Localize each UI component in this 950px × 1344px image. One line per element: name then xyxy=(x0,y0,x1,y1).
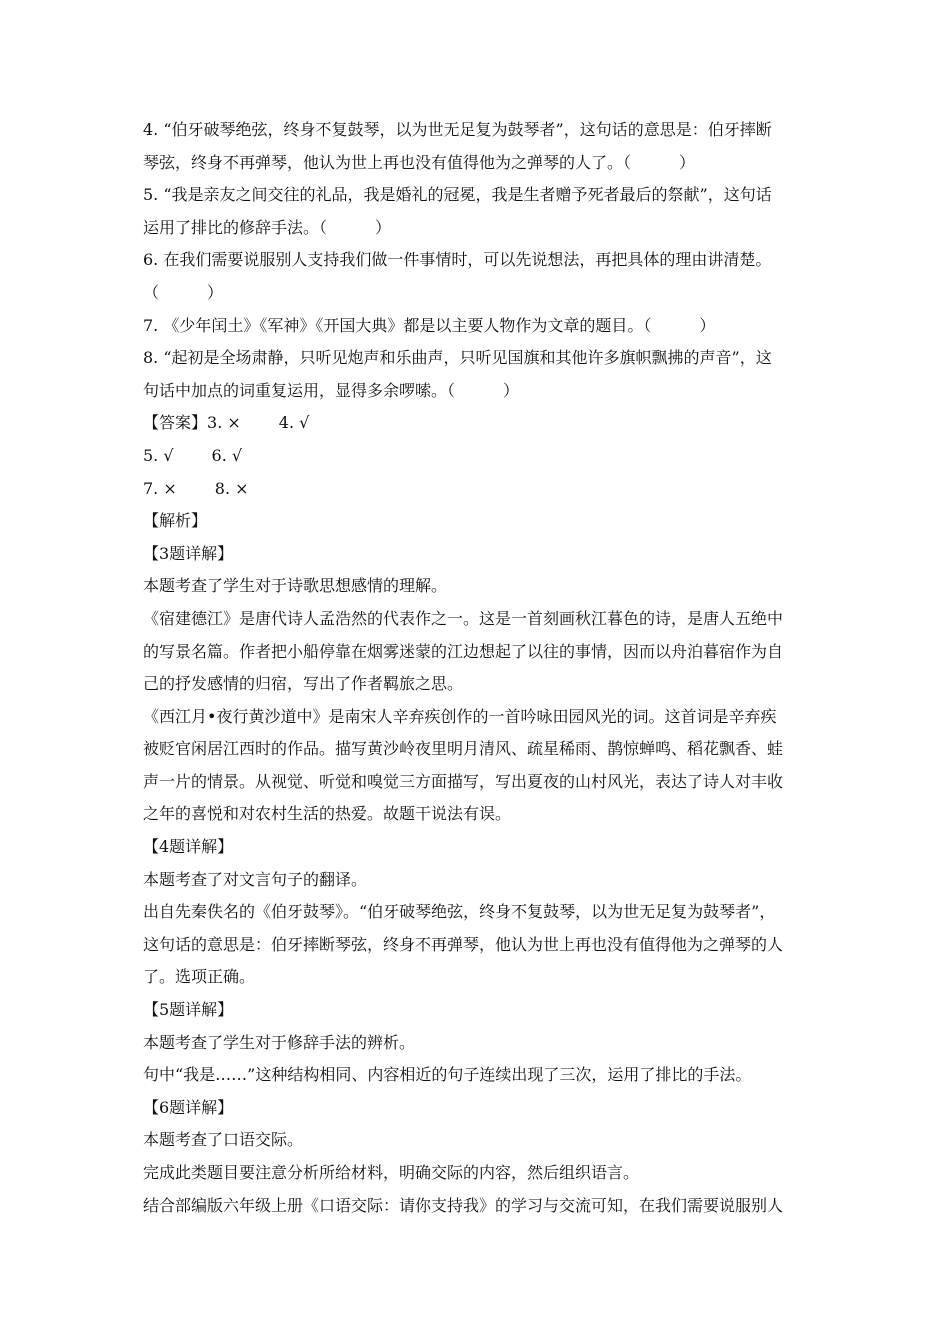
analysis-q6-line-1: 本题考查了口语交际。 xyxy=(143,1130,304,1150)
analysis-q4-line-1: 本题考查了对文言句子的翻译。 xyxy=(143,869,368,889)
question-5-line-1: 5. “我是亲友之间交往的礼品，我是婚礼的冠冕，我是生者赠予死者最后的祭献”，这句话 xyxy=(143,185,772,205)
analysis-q6 xyxy=(143,1092,811,1222)
question-8-line-2: 句话中加点的词重复运用，显得多余啰嗦。（ ） xyxy=(143,380,520,400)
answer-7: 7. × xyxy=(143,478,177,498)
question-7 xyxy=(143,310,811,343)
analysis-q3-line-8: 之年的喜悦和对农村生活的热爱。故题干说法有误。 xyxy=(143,804,512,824)
question-7-line-1: 7. 《少年闰土》《军神》《开国大典》都是以主要人物作为文章的题目。（ ） xyxy=(143,315,716,335)
analysis-q5-line-1: 本题考查了学生对于修辞手法的辨析。 xyxy=(143,1032,416,1052)
analysis-q4-heading: 【4题详解】 xyxy=(143,837,234,857)
question-8 xyxy=(143,342,811,407)
analysis-q3 xyxy=(143,538,811,831)
answer-block xyxy=(143,407,811,505)
analysis-q4 xyxy=(143,831,811,994)
answer-3: 3. × xyxy=(207,413,241,433)
analysis-q5-heading: 【5题详解】 xyxy=(143,1000,234,1020)
question-6 xyxy=(143,244,811,309)
question-4 xyxy=(143,114,811,179)
analysis-q4-line-3: 这句话的意思是：伯牙摔断琴弦，终身不再弹琴，他认为世上再也没有值得他为之弹琴的人 xyxy=(143,934,784,954)
analysis-q3-line-7: 声一片的情景。从视觉、听觉和嗅觉三方面描写，写出夏夜的山村风光，表达了诗人对丰收 xyxy=(143,771,784,791)
document-content xyxy=(143,114,811,1222)
answer-row-3 xyxy=(143,473,811,506)
analysis-q3-line-4: 己的抒发感情的归宿，写出了作者羁旅之思。 xyxy=(143,674,464,694)
question-4-line-1: 4. “伯牙破琴绝弦，终身不复鼓琴，以为世无足复为鼓琴者”，这句话的意思是：伯牙摔断 xyxy=(143,120,772,139)
analysis-q3-line-1: 本题考查了学生对于诗歌思想感情的理解。 xyxy=(143,576,448,596)
analysis-q5-line-2: 句中“我是……”这种结构相同、内容相近的句子连续出现了三次，运用了排比的手法。 xyxy=(143,1065,752,1085)
analysis-q3-line-5: 《西江月•夜行黄沙道中》是南宋人辛弃疾创作的一首吟咏田园风光的词。这首词是辛弃疾 xyxy=(143,706,777,726)
answer-row-1 xyxy=(143,407,811,440)
answer-label: 【答案】 xyxy=(143,413,208,433)
analysis-q3-line-6: 被贬官闲居江西时的作品。描写黄沙岭夜里明月清风、疏星稀雨、鹊惊蝉鸣、稻花飘香、蛙 xyxy=(143,739,784,759)
analysis-q6-heading: 【6题详解】 xyxy=(143,1097,234,1117)
answer-5: 5. √ xyxy=(143,445,174,465)
question-8-line-1: 8. “起初是全场肃静，只听见炮声和乐曲声，只听见国旗和其他许多旗帜飘拂的声音”，这 xyxy=(143,348,772,368)
analysis-q3-heading: 【3题详解】 xyxy=(143,543,234,563)
analysis-q4-line-4: 了。选项正确。 xyxy=(143,967,256,987)
question-5-line-2: 运用了排比的修辞手法。（ ） xyxy=(143,217,392,237)
analysis-q3-line-3: 的写景名篇。作者把小船停靠在烟雾迷蒙的江边想起了以往的事情，因而以舟泊暮宿作为自 xyxy=(143,641,784,661)
answer-4: 4. √ xyxy=(278,413,310,433)
analysis-q4-line-2: 出自先秦佚名的《伯牙鼓琴》。“伯牙破琴绝弦，终身不复鼓琴，以为世无足复为鼓琴者”， xyxy=(143,902,776,922)
question-4-line-2: 琴弦，终身不再弹琴，他认为世上再也没有值得他为之弹琴的人了。（ ） xyxy=(143,152,696,172)
question-6-line-1: 6. 在我们需要说服别人支持我们做一件事情时，可以先说想法，再把具体的理由讲清楚。 xyxy=(143,250,772,270)
analysis-q3-line-2: 《宿建德江》是唐代诗人孟浩然的代表作之一。这是一首刻画秋江暮色的诗，是唐人五绝中 xyxy=(143,608,784,628)
answer-row-2 xyxy=(143,440,811,473)
analysis-label: 【解析】 xyxy=(143,511,208,531)
answer-8: 8. × xyxy=(214,478,249,498)
answer-6: 6. √ xyxy=(211,445,243,465)
question-5 xyxy=(143,179,811,244)
analysis-q6-line-2: 完成此类题目要注意分析所给材料，明确交际的内容，然后组织语言。 xyxy=(143,1163,640,1182)
analysis-q5 xyxy=(143,994,811,1092)
analysis-q6-line-3: 结合部编版六年级上册《口语交际：请你支持我》的学习与交流可知，在我们需要说服别人 xyxy=(143,1195,784,1215)
question-6-line-2: （ ） xyxy=(143,282,224,302)
